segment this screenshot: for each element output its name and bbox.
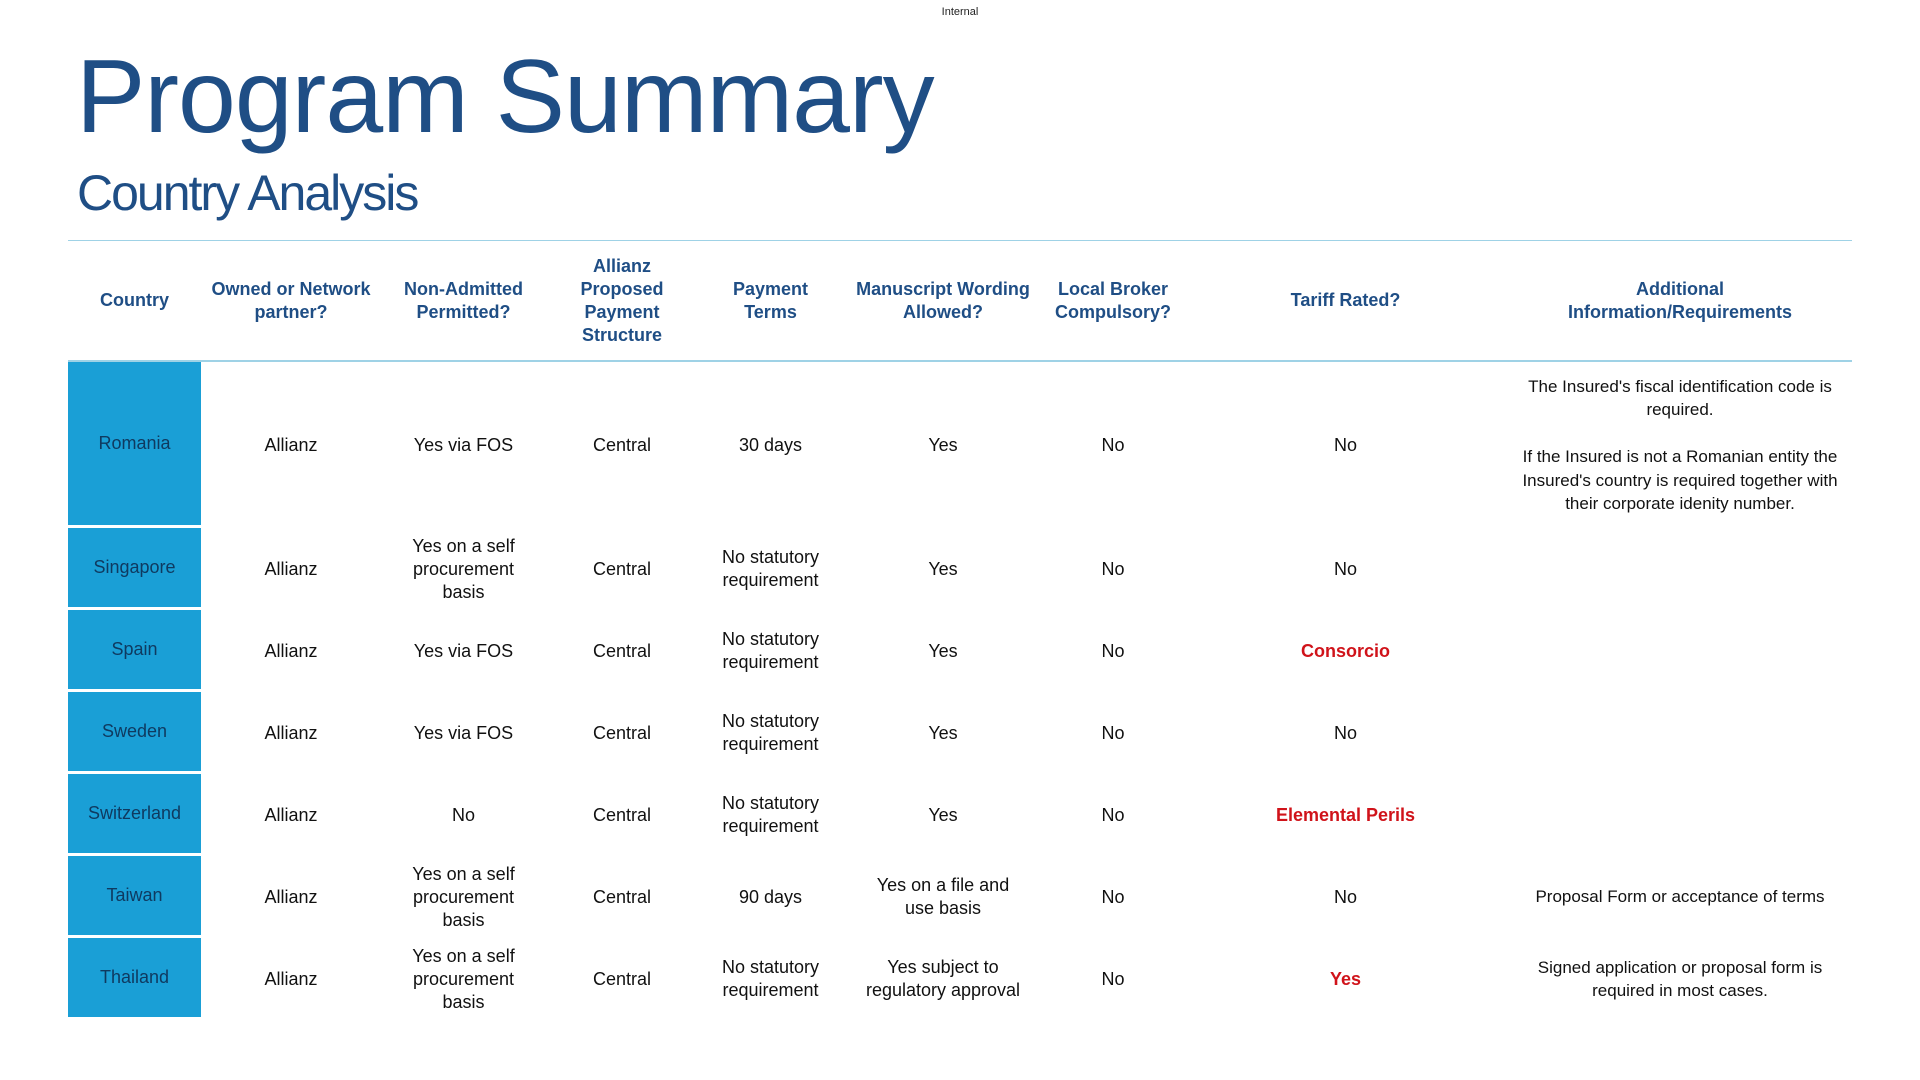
payment-terms-cell: No statutory requirement [721,711,820,754]
owned-cell: Allianz [264,722,318,743]
additional-info-cell: Signed application or proposal form is required in most cases. [1537,957,1823,1000]
table-row [68,774,1852,856]
classification-label: Internal [941,6,979,18]
local-broker-cell: No [1101,434,1125,455]
tariff-cell: Consorcio [1300,640,1390,661]
payment-terms-cell: 30 days [738,434,803,455]
col-header-country: Country [68,240,201,362]
page-subtitle: Country Analysis [77,165,418,221]
additional-info-cell [1508,528,1852,610]
non-admitted-cell: Yes on a self procurement basis [412,863,515,930]
country-analysis-table [68,240,1852,1020]
header-row [68,240,1852,362]
tariff-cell: No [1333,722,1357,743]
payment-terms-cell: 90 days [738,886,803,907]
col-header-additional: Additional Information/Requirements [1508,240,1852,362]
country-cell: Romania [68,362,201,528]
table-row [68,362,1852,528]
payment-structure-cell: Central [592,722,652,743]
local-broker-cell: No [1101,804,1125,825]
country-cell: Spain [68,610,201,692]
table-row [68,938,1852,1020]
owned-cell: Allianz [264,640,318,661]
additional-info-cell [1508,692,1852,774]
owned-cell: Allianz [264,968,318,989]
additional-info-cell: The Insured's fiscal identification code is required. If the Insured is not a Romanian entity the Insured's country is required together with their corporate idenity number. [1522,376,1838,513]
payment-terms-cell: No statutory requirement [721,957,820,1000]
payment-structure-cell: Central [592,434,652,455]
tariff-cell: Elemental Perils [1275,804,1416,825]
payment-terms-cell: No statutory requirement [721,629,820,672]
country-cell: Singapore [68,528,201,610]
non-admitted-cell: Yes via FOS [413,722,514,743]
table-body [68,362,1852,1020]
tariff-cell: No [1333,558,1357,579]
col-header-owned: Owned or Network partner? [201,240,381,362]
page-title: Program Summary [76,39,934,155]
non-admitted-cell: No [451,804,475,825]
local-broker-cell: No [1101,722,1125,743]
tariff-cell: Yes [1329,968,1362,989]
owned-cell: Allianz [264,558,318,579]
payment-terms-cell: No statutory requirement [721,793,820,836]
manuscript-cell: Yes subject to regulatory approval [865,957,1021,1000]
col-header-payment-structure: Allianz Proposed Payment Structure [546,240,698,362]
table-row [68,610,1852,692]
manuscript-cell: Yes [928,558,958,579]
payment-structure-cell: Central [592,640,652,661]
tariff-cell: No [1333,886,1357,907]
tariff-cell: No [1333,434,1357,455]
country-cell: Sweden [68,692,201,774]
col-header-payment-terms: Payment Terms [698,240,843,362]
manuscript-cell: Yes [928,640,958,661]
col-header-non-admitted: Non-Admitted Permitted? [381,240,546,362]
non-admitted-cell: Yes on a self procurement basis [412,535,515,602]
col-header-manuscript: Manuscript Wording Allowed? [843,240,1043,362]
table-row [68,692,1852,774]
additional-info-cell [1508,610,1852,692]
table-row [68,528,1852,610]
additional-info-cell: Proposal Form or acceptance of terms [1535,887,1825,907]
table-row [68,856,1852,938]
manuscript-cell: Yes on a file and use basis [876,875,1010,918]
manuscript-cell: Yes [928,434,958,455]
manuscript-cell: Yes [928,804,958,825]
local-broker-cell: No [1101,886,1125,907]
owned-cell: Allianz [264,886,318,907]
owned-cell: Allianz [264,804,318,825]
payment-structure-cell: Central [592,558,652,579]
payment-structure-cell: Central [592,804,652,825]
owned-cell: Allianz [264,434,318,455]
non-admitted-cell: Yes on a self procurement basis [412,945,515,1012]
country-analysis-table-wrap [68,240,1852,1020]
country-cell: Thailand [68,938,201,1020]
country-cell: Switzerland [68,774,201,856]
local-broker-cell: No [1101,640,1125,661]
payment-structure-cell: Central [592,886,652,907]
local-broker-cell: No [1101,968,1125,989]
non-admitted-cell: Yes via FOS [413,640,514,661]
local-broker-cell: No [1101,558,1125,579]
country-cell: Taiwan [68,856,201,938]
manuscript-cell: Yes [928,722,958,743]
non-admitted-cell: Yes via FOS [413,434,514,455]
payment-terms-cell: No statutory requirement [721,547,820,590]
additional-info-cell [1508,774,1852,856]
col-header-tariff: Tariff Rated? [1183,240,1508,362]
col-header-local-broker: Local Broker Compulsory? [1043,240,1183,362]
payment-structure-cell: Central [592,968,652,989]
